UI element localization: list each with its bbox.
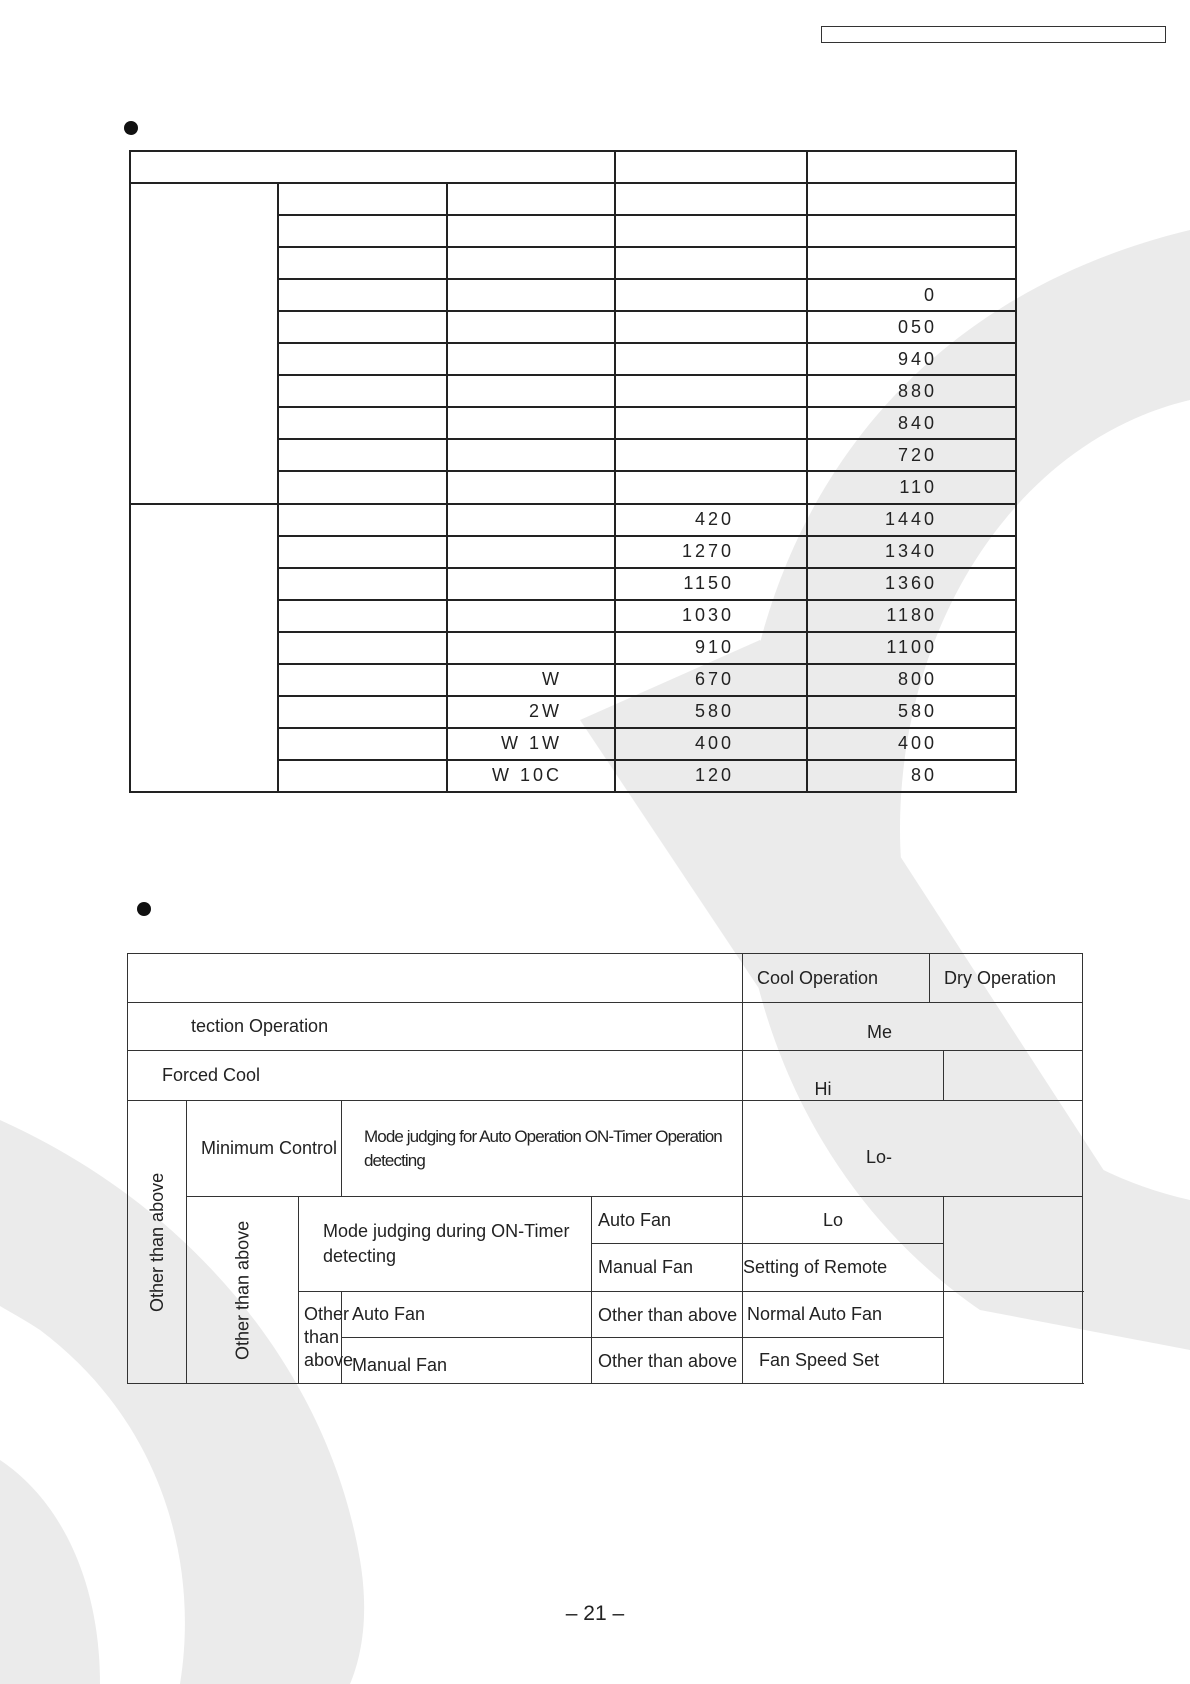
table-row: Other than above Mode judging during ON-Timer detecting Auto Fan Lo: [128, 1197, 1083, 1244]
table-row: tection Operation Me: [128, 1003, 1083, 1051]
outer-vertical-label: Other than above: [128, 1101, 187, 1384]
table-row: [130, 151, 1016, 183]
table-row: W 10C 120 80: [130, 760, 1016, 792]
table-row: 840: [130, 407, 1016, 439]
table-row: 1150 1360: [130, 568, 1016, 600]
page-number: – 21 –: [565, 1602, 625, 1625]
table-row: 880: [130, 375, 1016, 407]
group-b-cell: [130, 504, 278, 792]
fan-operation-table: [127, 953, 1083, 1384]
table-row: 1270 1340: [130, 536, 1016, 568]
table-row: 720: [130, 439, 1016, 471]
table-row: Manual Fan Other than above Fan Speed Set: [128, 1338, 1083, 1384]
table-row: Other than above Minimum Control Mode judging for Auto Operation ON-Timer Operation detecting Lo-: [128, 1101, 1083, 1197]
table-row: Manual Fan Setting of Remote: [128, 1244, 1083, 1292]
table-row: [130, 183, 1016, 215]
table-row: 0: [130, 279, 1016, 311]
header-box: [821, 26, 1166, 43]
table-row: Other than above Auto Fan Other than above Normal Auto Fan: [128, 1292, 1083, 1338]
table-row: [128, 954, 1083, 1003]
fan-speed-table: [129, 150, 1017, 793]
inner-vertical-label: Other than above: [187, 1197, 299, 1384]
table-row: 420 1440: [130, 504, 1016, 536]
cool-operation-header: Cool Operation: [743, 954, 930, 1003]
table-row: Forced Cool Hi: [128, 1051, 1083, 1101]
table-row: 2W 580 580: [130, 696, 1016, 728]
dry-operation-header: Dry Operation: [930, 954, 1083, 1003]
table-row: 1030 1180: [130, 600, 1016, 632]
table-row: W 670 800: [130, 664, 1016, 696]
bullet-1-icon: [124, 121, 138, 135]
table-row: 050: [130, 311, 1016, 343]
table-row: W 1W 400 400: [130, 728, 1016, 760]
table-row: 910 1100: [130, 632, 1016, 664]
table-row: 110: [130, 471, 1016, 503]
table-row: 940: [130, 343, 1016, 375]
bullet-2-icon: [137, 902, 151, 916]
group-a-cell: [130, 183, 278, 503]
